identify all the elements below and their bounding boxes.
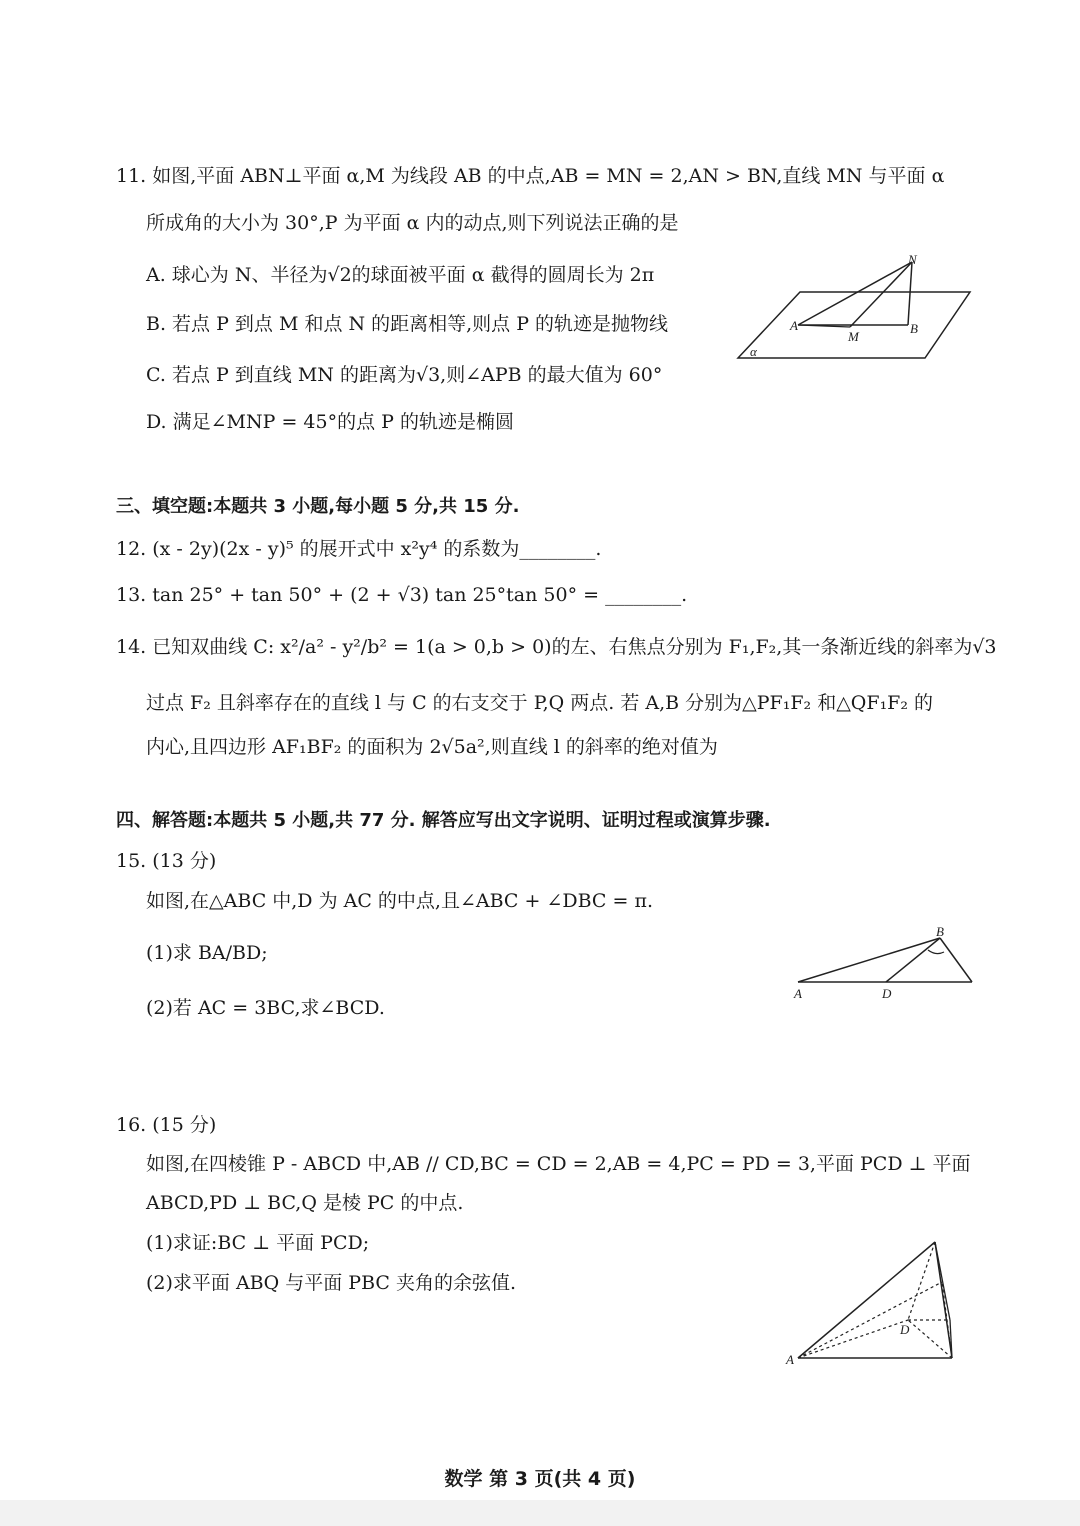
edge-pb [935, 1242, 952, 1358]
q15-figure [790, 920, 980, 1005]
page-footer: 数学 第 3 页(共 4 页) [444, 1468, 636, 1490]
q16-stem-line2: ABCD,PD ⊥ BC,Q 是棱 PC 的中点. [146, 1192, 464, 1214]
q11-stem-line1: 11. 如图,平面 ABN⊥平面 α,M 为线段 AB 的中点,AB = MN = 2,AN > BN,直线 MN 与平面 α [116, 165, 945, 187]
label-n: N [908, 252, 917, 267]
edge-ad [798, 1320, 908, 1358]
q11-option-a: A. 球心为 N、半径为√2的球面被平面 α 截得的圆周长为 2π [146, 264, 655, 286]
q16-heading: 16. (15 分) [116, 1114, 217, 1136]
q15-part1: (1)求 BA/BD; [146, 942, 268, 964]
segment-ab [798, 938, 940, 982]
angle-mark [928, 950, 944, 954]
label-alpha: α [750, 344, 757, 359]
q15-part2: (2)若 AC = 3BC,求∠BCD. [146, 997, 385, 1019]
segment-an [798, 262, 912, 325]
section-3-heading: 三、填空题:本题共 3 小题,每小题 5 分,共 15 分. [116, 496, 520, 517]
edge-bd [908, 1320, 952, 1358]
label-m: M [848, 329, 859, 344]
q16-part1: (1)求证:BC ⊥ 平面 PCD; [146, 1232, 370, 1254]
segment-bc [940, 938, 972, 982]
label-b: B [936, 924, 944, 939]
q11-stem-line2: 所成角的大小为 30°,P 为平面 α 内的动点,则下列说法正确的是 [146, 212, 679, 234]
q14-line1: 14. 已知双曲线 C: x²/a² - y²/b² = 1(a > 0,b > 0)的左、右焦点分别为 F₁,F₂,其一条渐近线的斜率为√3 [116, 636, 997, 658]
label-a: A [786, 1352, 794, 1367]
label-a: A [790, 318, 798, 333]
q13: 13. tan 25° + tan 50° + (2 + √3) tan 25°tan 50° = ________. [116, 584, 688, 606]
label-d: D [900, 1322, 910, 1337]
q11-option-d: D. 满足∠MNP = 45°的点 P 的轨迹是椭圆 [146, 411, 514, 433]
section-4-heading: 四、解答题:本题共 5 小题,共 77 分. 解答应写出文字说明、证明过程或演算步骤. [116, 810, 771, 831]
label-b: B [910, 321, 918, 336]
q16-stem-line1: 如图,在四棱锥 P - ABCD 中,AB // CD,BC = CD = 2,AB = 4,PC = PD = 3,平面 PCD ⊥ 平面 [146, 1153, 971, 1175]
segment-bn [908, 262, 912, 325]
q16-figure [780, 1220, 970, 1370]
q11-option-b: B. 若点 P 到点 M 和点 N 的距离相等,则点 P 的轨迹是抛物线 [146, 313, 669, 335]
q11-option-c: C. 若点 P 到直线 MN 的距离为√3,则∠APB 的最大值为 60° [146, 364, 663, 386]
q14-line2: 过点 F₂ 且斜率存在的直线 l 与 C 的右支交于 P,Q 两点. 若 A,B 分别为△PF₁F₂ 和△QF₁F₂ 的 [146, 692, 934, 714]
edge-pc [935, 1242, 950, 1320]
segment-bd [886, 938, 940, 982]
label-a: A [794, 986, 802, 1001]
segment-mn [850, 262, 912, 327]
q14-line3: 内心,且四边形 AF₁BF₂ 的面积为 2√5a²,则直线 l 的斜率的绝对值为 [146, 736, 718, 758]
q15-stem: 如图,在△ABC 中,D 为 AC 的中点,且∠ABC + ∠DBC = π. [146, 890, 653, 912]
q16-part2: (2)求平面 ABQ 与平面 PBC 夹角的余弦值. [146, 1272, 517, 1294]
q15-heading: 15. (13 分) [116, 850, 217, 872]
q11-figure [730, 250, 980, 365]
q12: 12. (x - 2y)(2x - y)⁵ 的展开式中 x²y⁴ 的系数为________. [116, 538, 602, 560]
bottom-band [0, 1500, 1080, 1526]
label-d: D [882, 986, 892, 1001]
